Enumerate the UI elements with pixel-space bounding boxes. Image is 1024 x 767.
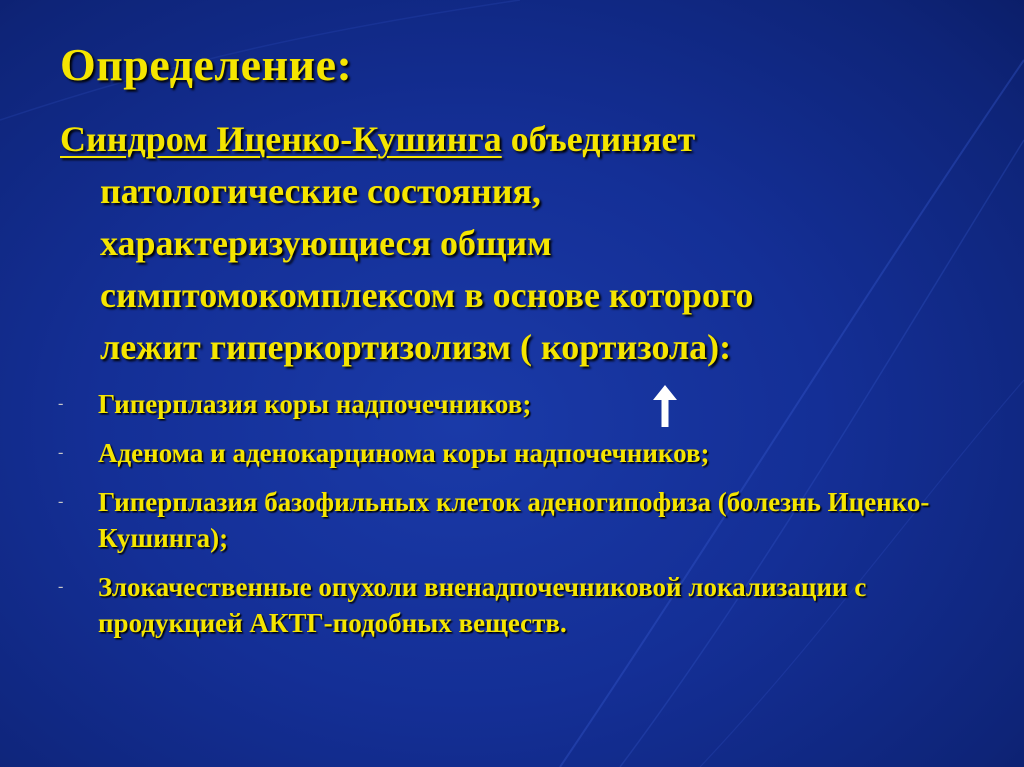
definition-line-5: лежит гиперкортизолизм ( кортизола):	[100, 327, 732, 367]
cause-list	[58, 386, 958, 654]
definition-paragraph	[60, 113, 980, 373]
list-item	[58, 569, 958, 641]
list-item	[58, 484, 958, 556]
list-item	[58, 386, 958, 422]
syndrome-term: Синдром Иценко-Кушинга	[60, 119, 502, 159]
list-item-text: Гиперплазия базофильных клеток аденогипофиза (болезнь Иценко-Кушинга);	[98, 487, 930, 553]
bullet-dash: -	[58, 578, 64, 595]
definition-line-4: симптомокомплексом в основе которого	[100, 275, 754, 315]
bullet-dash: -	[58, 395, 64, 412]
list-item-text: Злокачественные опухоли вненадпочечниковой локализации с продукцией АКТГ-подобных веществ.	[98, 572, 867, 638]
definition-line-1-rest: объединяет	[501, 119, 696, 159]
bullet-dash: -	[58, 444, 64, 461]
list-item-text: Гиперплазия коры надпочечников;	[98, 389, 532, 419]
definition-line-3: характеризующиеся общим	[100, 223, 552, 263]
bullet-dash: -	[58, 493, 64, 510]
list-item	[58, 435, 958, 471]
definition-line-2: патологические состояния,	[100, 171, 541, 211]
page-title: Определение:	[60, 39, 353, 90]
list-item-text: Аденома и аденокарцинома коры надпочечников;	[98, 438, 710, 468]
